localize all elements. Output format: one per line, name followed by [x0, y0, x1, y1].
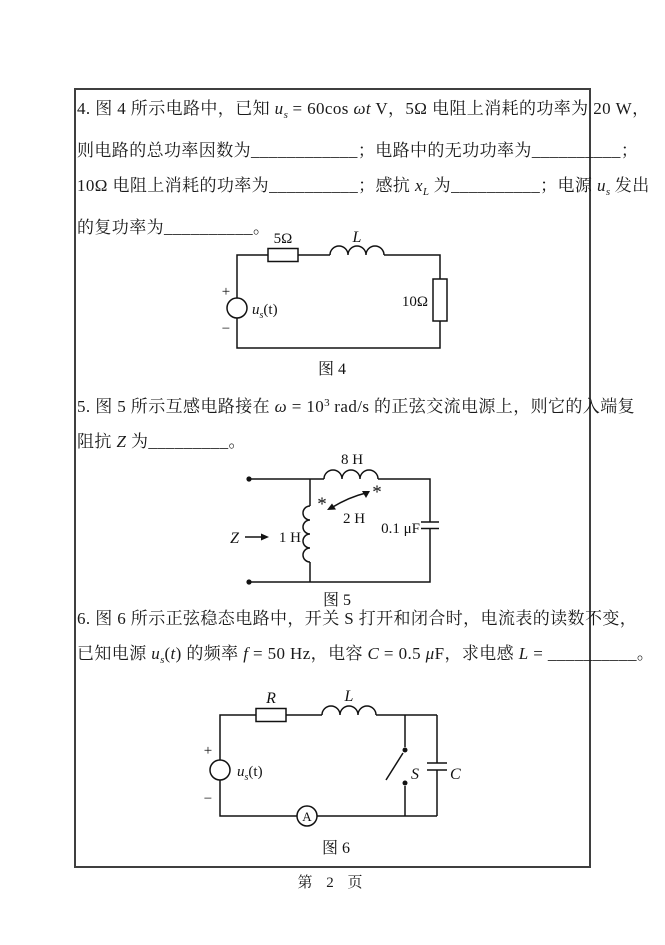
- fig5-star-left: *: [317, 494, 327, 515]
- fig5-mutual-arrowhead-left: [327, 504, 336, 511]
- fig6-voltage-source: [210, 760, 230, 780]
- fig6-label-L: L: [344, 688, 354, 705]
- fig5-impedance-arrowhead: [261, 534, 269, 541]
- fig4-inductor-coil: [330, 246, 384, 255]
- question-5-line-1: 5. 图 5 所示互感电路接在 $\omega = 10^3$ rad/s 的正弦交流电源上，则它的入端复: [77, 397, 636, 416]
- fig6-plus-sign: +: [203, 743, 213, 759]
- fig5-inductor-1H: [303, 506, 310, 562]
- fig6-wire-bottom-left: [220, 780, 297, 816]
- figure-5-circuit: [222, 448, 462, 616]
- figure-4-circuit: [205, 228, 460, 383]
- fig4-resistor-10ohm: [433, 279, 447, 321]
- question-6-line-2: 已知电源 $u_s(t)$ 的频率 f = 50 Hz，电容 C = 0.5 μF，求电感 L = __________。: [77, 644, 655, 666]
- fig6-label-capacitor: C: [450, 766, 461, 783]
- fig5-star-right: *: [372, 482, 382, 503]
- question-4: [77, 91, 650, 245]
- fig5-label-8H: 8 H: [340, 452, 364, 468]
- question-4-line-2: 则电路的总功率因数为____________；电路中的无功功率为__________；: [77, 141, 639, 160]
- fig5-mutual-arrowhead-right: [362, 491, 370, 498]
- fig6-switch-contact-bottom: [403, 781, 408, 786]
- fig4-label-10ohm: 10Ω: [401, 294, 428, 310]
- question-4-line-1: 4. 图 4 所示电路中，已知 $u_s = 60\cos$ ωt V，5Ω 电阻上消耗的功率为 20 W，: [77, 99, 650, 121]
- question-4-line-4: 的复功率为__________。: [77, 218, 271, 237]
- fig5-wire-top-right: [378, 479, 430, 522]
- page-number: 第 2 页: [297, 875, 368, 891]
- fig4-resistor-5ohm: [268, 249, 298, 262]
- fig4-wire-bottom: [237, 318, 440, 348]
- fig6-inductor-coil: [322, 706, 376, 715]
- fig6-label-R: R: [266, 690, 276, 707]
- fig6-source-label: $u_s(t)$: [237, 764, 263, 783]
- fig4-plus-sign: +: [221, 284, 231, 300]
- question-4-line-3: 10Ω 电阻上消耗的功率为__________；感抗 $x_L$ 为__________；电源 $u_s$ 发出: [77, 176, 650, 198]
- figure-6-circuit: [196, 686, 468, 860]
- fig6-label-switch: S: [411, 766, 419, 783]
- fig6-switch-contact-top: [403, 748, 408, 753]
- fig4-minus-sign: −: [221, 321, 231, 337]
- fig4-voltage-source: [227, 298, 247, 318]
- fig4-caption: 图 4: [317, 361, 347, 378]
- fig5-capacitor-plates: [421, 522, 439, 529]
- fig6-capacitor-plates: [427, 763, 447, 770]
- fig6-wire-left-top: [220, 715, 256, 760]
- fig4-label-L: L: [352, 229, 362, 246]
- fig4-wire-right-top: [384, 255, 440, 279]
- fig5-label-1H: 1 H: [278, 530, 301, 546]
- question-5-line-2: 阻抗 Z 为_________。: [77, 432, 246, 451]
- fig4-source-label: $u_s(t)$: [252, 302, 278, 321]
- fig6-minus-sign: −: [203, 791, 213, 807]
- fig4-label-5ohm: 5Ω: [273, 231, 293, 247]
- fig5-label-impedance: Z: [230, 530, 239, 547]
- fig5-mutual-arrow-curve: [331, 493, 366, 508]
- fig5-label-2H: 2 H: [342, 511, 366, 527]
- question-6: [77, 601, 655, 678]
- fig4-wire-left-top: [237, 255, 268, 298]
- fig5-inductor-8H: [324, 470, 378, 479]
- fig6-caption: 图 6: [321, 840, 351, 857]
- question-6-line-1: 6. 图 6 所示正弦稳态电路中，开关 S 打开和闭合时，电流表的读数不变，: [77, 609, 638, 628]
- fig5-caption: 图 5: [322, 592, 352, 609]
- fig6-label-ammeter: A: [302, 809, 312, 824]
- fig6-resistor: [256, 709, 286, 722]
- fig5-label-capacitor: 0.1 μF: [381, 521, 420, 537]
- fig6-switch-blade: [386, 753, 403, 780]
